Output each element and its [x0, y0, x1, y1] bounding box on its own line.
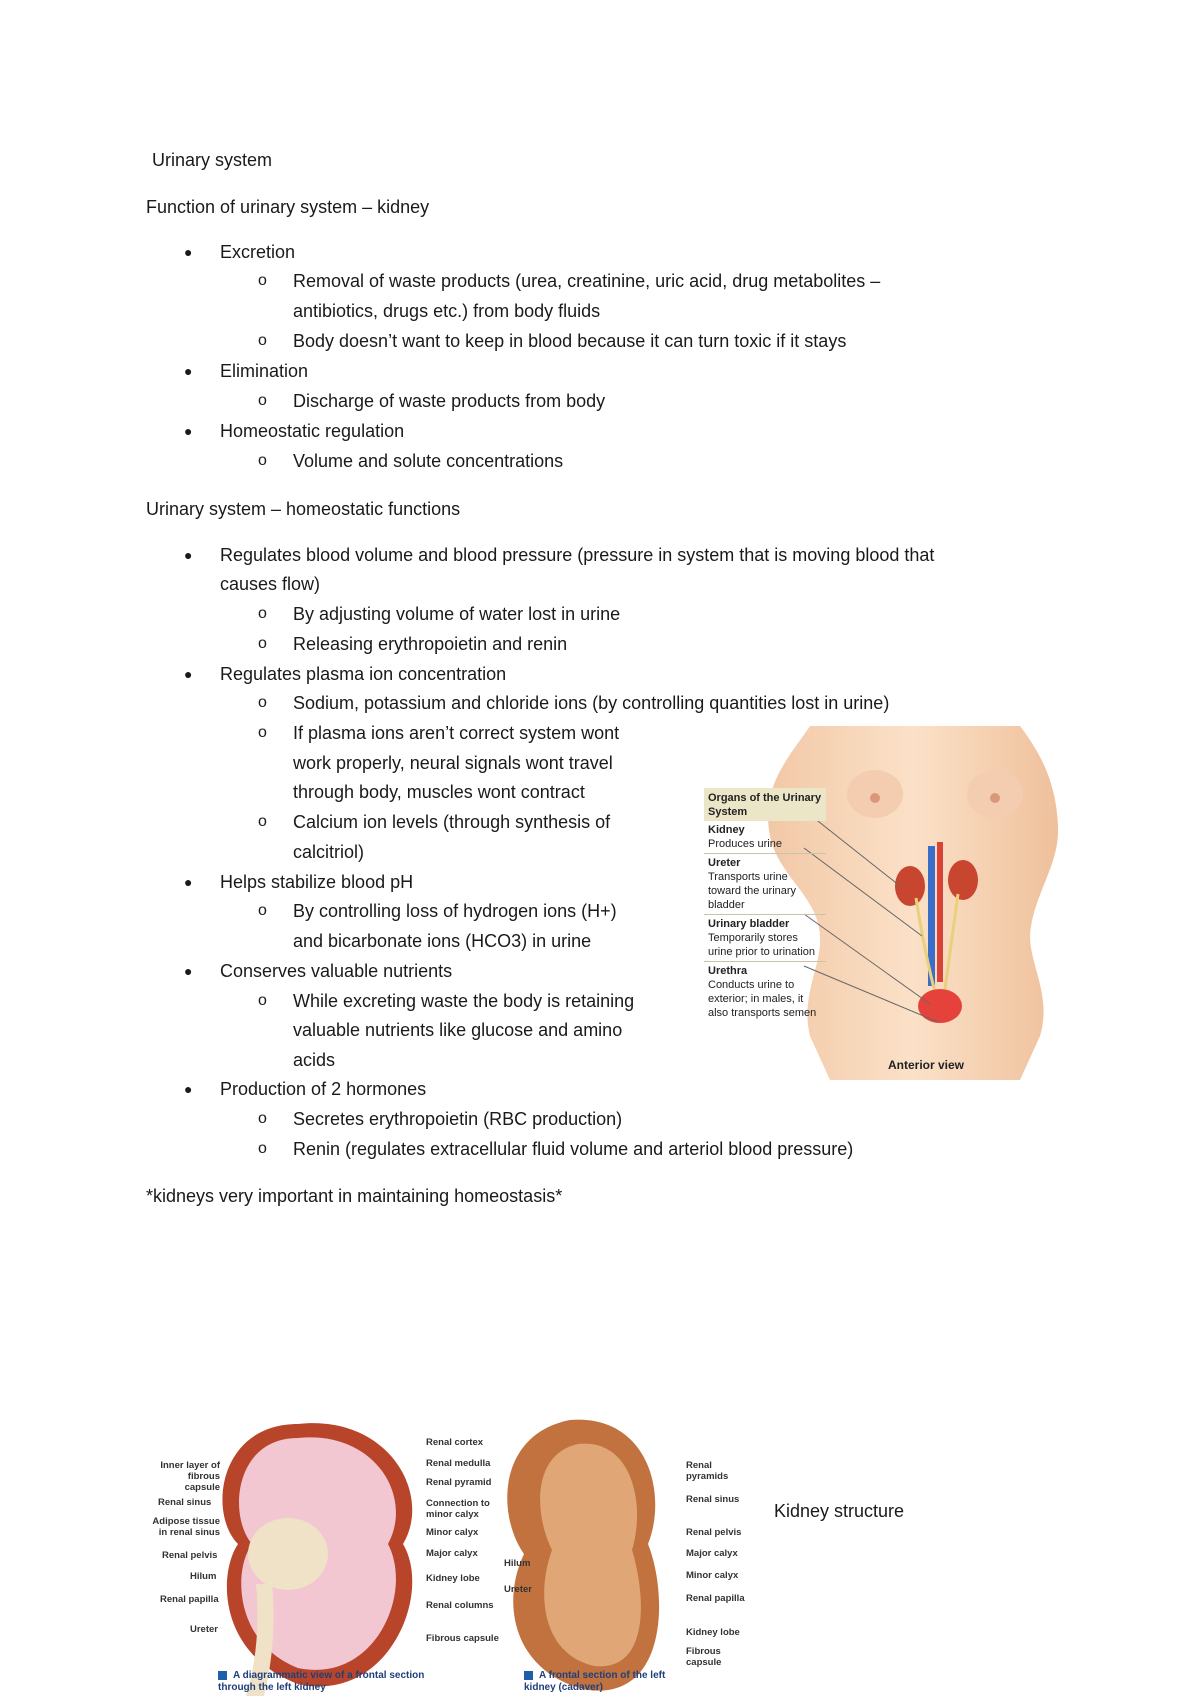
- sub-item: Discharge of waste products from body: [293, 391, 606, 411]
- caption-text: A diagrammatic view of a frontal section through the left kidney: [218, 1670, 425, 1693]
- kidney-label: Renal pelvis: [686, 1527, 742, 1538]
- view-label: Anterior view: [888, 1058, 965, 1072]
- sub-bullet-icon: o: [258, 902, 267, 919]
- sub-item-continued: and bicarbonate ions (HCO3) in urine: [293, 931, 592, 951]
- sub-item-continued: acids: [293, 1050, 336, 1070]
- organ-description: Transports urine toward the urinary bladder: [708, 871, 797, 911]
- organ-name: Urinary bladder: [708, 918, 790, 930]
- sub-item: Releasing erythropoietin and renin: [293, 634, 568, 654]
- list-item: Production of 2 hormones: [220, 1079, 427, 1099]
- sub-bullet-icon: o: [258, 605, 267, 622]
- urinary-bladder-shape: [918, 989, 962, 1023]
- caption-marker-icon: [218, 1671, 227, 1680]
- legend-item-kidney: [704, 821, 826, 854]
- section-heading-homeostatic: Urinary system – homeostatic functions: [146, 499, 461, 519]
- organ-description: Produces urine: [708, 838, 782, 850]
- sub-item: Sodium, potassium and chloride ions (by controlling quantities lost in urine): [293, 693, 890, 713]
- kidney-label: Hilum: [190, 1571, 217, 1582]
- sub-bullet-icon: o: [258, 724, 267, 741]
- list-item: Homeostatic regulation: [220, 421, 405, 441]
- sub-item: By adjusting volume of water lost in urine: [293, 604, 621, 624]
- sub-item-continued: work properly, neural signals wont travel: [293, 753, 613, 773]
- sub-bullet-icon: o: [258, 992, 267, 1009]
- organ-description: Temporarily stores urine prior to urination: [708, 932, 816, 958]
- kidney-cadaver-inner: [540, 1444, 641, 1667]
- organ-name: Ureter: [708, 857, 741, 869]
- sub-bullet-icon: o: [258, 635, 267, 652]
- kidney-label: Renal pyramids: [686, 1460, 729, 1482]
- kidney-label: Fibrous capsule: [686, 1646, 722, 1668]
- kidney-label: Kidney lobe: [686, 1627, 740, 1638]
- aorta-shape: [937, 842, 943, 982]
- kidney-label: Renal papilla: [686, 1593, 745, 1604]
- kidney-label: Renal medulla: [426, 1458, 491, 1469]
- sub-bullet-icon: o: [258, 272, 267, 289]
- sub-bullet-icon: o: [258, 1110, 267, 1127]
- sub-item: Calcium ion levels (through synthesis of: [293, 812, 611, 832]
- figure-caption-b: [524, 1670, 674, 1694]
- list-item: Elimination: [220, 361, 309, 381]
- renal-pelvis-shape: [248, 1518, 328, 1590]
- bullet-icon: ●: [184, 1081, 193, 1097]
- kidney-label: Major calyx: [426, 1548, 478, 1559]
- bullet-icon: ●: [184, 423, 193, 439]
- sub-bullet-icon: o: [258, 694, 267, 711]
- kidney-label: Hilum: [504, 1558, 531, 1569]
- nipple-shape: [870, 793, 880, 803]
- nipple-shape: [990, 793, 1000, 803]
- document-title: Urinary system: [152, 150, 273, 170]
- sub-bullet-icon: o: [258, 1140, 267, 1157]
- organ-description: Conducts urine to exterior; in males, it also transports semen: [708, 979, 817, 1019]
- kidney-label: Minor calyx: [686, 1570, 739, 1581]
- caption-marker-icon: [524, 1671, 533, 1680]
- sub-item: Secretes erythropoietin (RBC production): [293, 1109, 623, 1129]
- list-item: Helps stabilize blood pH: [220, 872, 414, 892]
- organ-name: Kidney: [708, 824, 745, 836]
- sub-bullet-icon: o: [258, 392, 267, 409]
- sub-item: While excreting waste the body is retaining: [293, 991, 635, 1011]
- kidney-label: Renal papilla: [160, 1594, 219, 1605]
- kidney-structure-caption: Kidney structure: [774, 1501, 905, 1521]
- list-item: Regulates blood volume and blood pressure (pressure in system that is moving blood that: [220, 545, 935, 565]
- kidney-label: Connection to minor calyx: [426, 1498, 490, 1520]
- kidney-label: Renal cortex: [426, 1437, 484, 1448]
- bullet-icon: ●: [184, 963, 193, 979]
- organ-name: Urethra: [708, 965, 748, 977]
- sub-bullet-icon: o: [258, 332, 267, 349]
- kidney-label: Adipose tissue in renal sinus: [152, 1516, 220, 1538]
- legend-item-urethra: [704, 962, 826, 1022]
- list-item-continued: causes flow): [220, 574, 321, 594]
- kidney-label: Kidney lobe: [426, 1573, 480, 1584]
- right-kidney-shape: [948, 860, 978, 900]
- organ-legend: [704, 788, 826, 1070]
- list-item: Regulates plasma ion concentration: [220, 664, 507, 684]
- kidney-label: Ureter: [190, 1624, 218, 1635]
- legend-item-urinary-bladder: [704, 915, 826, 962]
- kidney-label: Renal sinus: [158, 1497, 212, 1508]
- bullet-icon: ●: [184, 363, 193, 379]
- sub-item: Body doesn’t want to keep in blood because it can turn toxic if it stays: [293, 331, 847, 351]
- bullet-icon: ●: [184, 547, 193, 563]
- kidney-label: Renal pyramid: [426, 1477, 492, 1488]
- kidney-label: Renal sinus: [686, 1494, 740, 1505]
- sub-bullet-icon: o: [258, 452, 267, 469]
- kidney-label: Fibrous capsule: [426, 1633, 499, 1644]
- section-heading-functions: Function of urinary system – kidney: [146, 197, 430, 217]
- sub-item: Removal of waste products (urea, creatinine, uric acid, drug metabolites –: [293, 271, 881, 291]
- caption-text: A frontal section of the left kidney (cadaver): [524, 1670, 666, 1693]
- legend-title: Organs of the Urinary System: [704, 788, 826, 821]
- sub-item-continued: through body, muscles wont contract: [293, 782, 585, 802]
- kidney-label: Major calyx: [686, 1548, 738, 1559]
- sub-item-continued: valuable nutrients like glucose and amino: [293, 1020, 623, 1040]
- bullet-icon: ●: [184, 666, 193, 682]
- bullet-icon: ●: [184, 874, 193, 890]
- kidney-label: Renal pelvis: [162, 1550, 218, 1561]
- bullet-icon: ●: [184, 244, 193, 260]
- sub-item: By controlling loss of hydrogen ions (H+): [293, 901, 617, 921]
- figure-caption-a: [218, 1670, 428, 1694]
- kidney-label: Inner layer of fibrous capsule: [160, 1460, 220, 1493]
- sub-item: Renin (regulates extracellular fluid volume and arteriol blood pressure): [293, 1139, 854, 1159]
- homeostasis-note: *kidneys very important in maintaining homeostasis*: [146, 1186, 563, 1206]
- legend-item-ureter: [704, 854, 826, 915]
- kidney-label: Ureter: [504, 1584, 532, 1595]
- sub-item: If plasma ions aren’t correct system wont: [293, 723, 620, 743]
- sub-item: Volume and solute concentrations: [293, 451, 564, 471]
- sub-item-continued: antibiotics, drugs etc.) from body fluids: [293, 301, 601, 321]
- sub-item-continued: calcitriol): [293, 842, 365, 862]
- sub-bullet-icon: o: [258, 813, 267, 830]
- kidney-label: Renal columns: [426, 1600, 494, 1611]
- list-item: Excretion: [220, 242, 296, 262]
- kidney-label: Minor calyx: [426, 1527, 479, 1538]
- list-item: Conserves valuable nutrients: [220, 961, 453, 981]
